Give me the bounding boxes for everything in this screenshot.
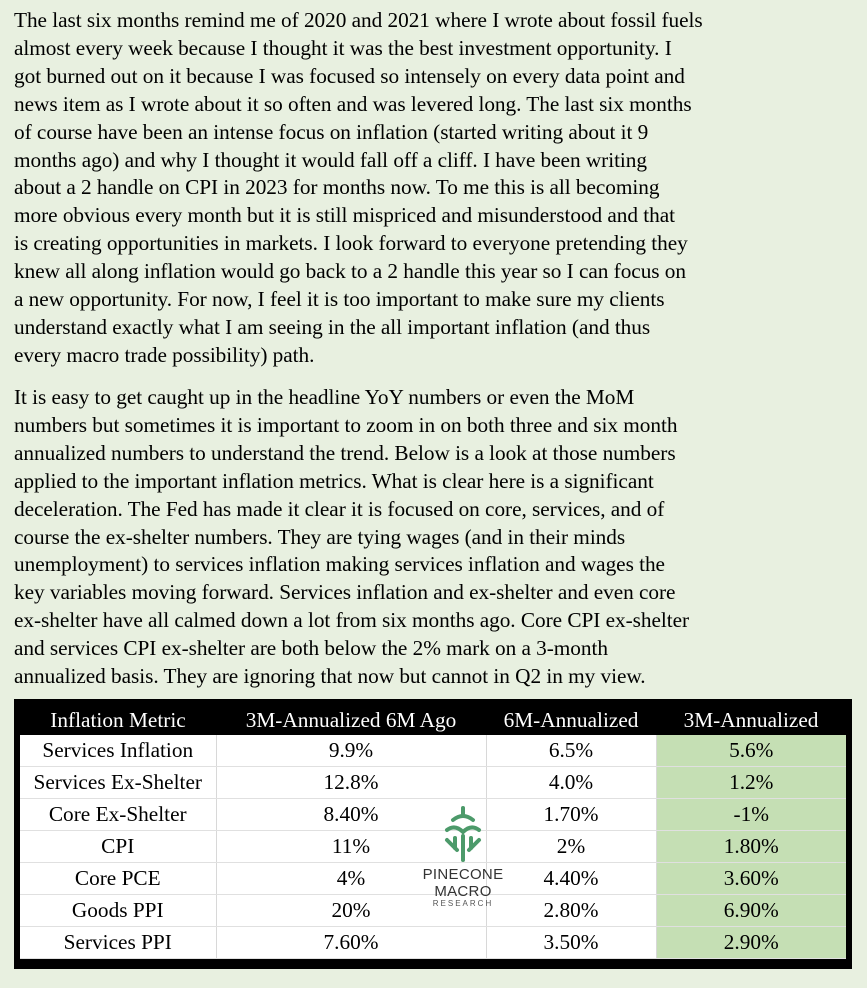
paragraph-line: applied to the important inflation metrics. What is clear here is a significant xyxy=(14,468,654,493)
value-cell: 2.80% xyxy=(486,895,656,927)
header-3m-annualized-6m-ago: 3M-Annualized 6M Ago xyxy=(216,705,486,735)
paragraph-line: of course have been an intense focus on inflation (started writing about it 9 xyxy=(14,119,649,144)
pinecone-logo-icon xyxy=(441,804,485,864)
paragraph-line: understand exactly what I am seeing in the all important inflation (and thus xyxy=(14,314,651,339)
table-row xyxy=(20,927,846,959)
value-cell: 20% xyxy=(216,895,486,927)
paragraph-line: knew all along inflation would go back to a 2 handle this year so I can focus on xyxy=(14,259,687,284)
value-cell: 4% xyxy=(216,863,486,895)
table-row xyxy=(20,767,846,799)
paragraph-line: unemployment) to services inflation making services inflation and wages the xyxy=(14,552,665,577)
paragraph-line: about a 2 handle on CPI in 2023 for months now. To me this is all becoming xyxy=(14,175,660,200)
paragraph-line: deceleration. The Fed has made it clear it is focused on core, services, and of xyxy=(14,496,665,521)
header-inflation-metric: Inflation Metric xyxy=(20,705,216,735)
value-cell: 12.8% xyxy=(216,767,486,799)
paragraph-1 xyxy=(14,7,856,370)
value-cell: 4.40% xyxy=(486,863,656,895)
value-cell: 9.9% xyxy=(216,735,486,767)
value-cell: 2% xyxy=(486,831,656,863)
paragraph-line: every macro trade possibility) path. xyxy=(14,342,315,367)
paragraph-line: The last six months remind me of 2020 and 2021 where I wrote about fossil fuels xyxy=(14,8,703,32)
metric-name-cell: Core Ex-Shelter xyxy=(20,799,216,831)
value-cell: 1.80% xyxy=(656,831,846,863)
paragraph-line: news item as I wrote about it so often and was levered long. The last six months xyxy=(14,91,692,116)
paragraph-line: got burned out on it because I was focused so intensely on every data point and xyxy=(14,63,685,88)
paragraph-line: It is easy to get caught up in the headline YoY numbers or even the MoM xyxy=(14,385,635,409)
pinecone-macro-watermark xyxy=(396,804,530,908)
metric-name-cell: Services PPI xyxy=(20,927,216,959)
value-cell: 8.40% xyxy=(216,799,486,831)
metric-name-cell: Goods PPI xyxy=(20,895,216,927)
paragraph-line: key variables moving forward. Services inflation and ex-shelter and even core xyxy=(14,580,676,605)
paragraph-line: numbers but sometimes it is important to zoom in on both three and six month xyxy=(14,412,678,437)
watermark-name: PINECONE MACRO xyxy=(422,866,504,900)
value-cell: 1.70% xyxy=(486,799,656,831)
paragraph-line: annualized basis. They are ignoring that now but cannot in Q2 in my view. xyxy=(14,664,646,689)
value-cell: 3.60% xyxy=(656,863,846,895)
paragraph-line: course the ex-shelter numbers. They are tying wages (and in their minds xyxy=(14,524,626,549)
paragraph-line: months ago) and why I thought it would fall off a cliff. I have been writing xyxy=(14,147,647,172)
metric-name-cell: CPI xyxy=(20,831,216,863)
paragraph-2 xyxy=(14,384,856,691)
value-cell: 6.5% xyxy=(486,735,656,767)
metric-name-cell: Services Inflation xyxy=(20,735,216,767)
value-cell: 2.90% xyxy=(656,927,846,959)
paragraph-line: and services CPI ex-shelter are both below the 2% mark on a 3-month xyxy=(14,636,608,661)
value-cell: 3.50% xyxy=(486,927,656,959)
table-row xyxy=(20,735,846,767)
value-cell: 11% xyxy=(216,831,486,863)
watermark-subtitle: RESEARCH xyxy=(432,899,494,908)
value-cell: 4.0% xyxy=(486,767,656,799)
header-3m-annualized: 3M-Annualized xyxy=(656,705,846,735)
metric-name-cell: Services Ex-Shelter xyxy=(20,767,216,799)
table-header-row xyxy=(20,705,846,735)
paragraph-line: ex-shelter have all calmed down a lot from six months ago. Core CPI ex-shelter xyxy=(14,608,690,633)
paragraph-line: annualized numbers to understand the trend. Below is a look at those numbers xyxy=(14,440,676,465)
paragraph-line: more obvious every month but it is still mispriced and misunderstood and that xyxy=(14,203,676,228)
value-cell: 6.90% xyxy=(656,895,846,927)
value-cell: 1.2% xyxy=(656,767,846,799)
value-cell: -1% xyxy=(656,799,846,831)
metric-name-cell: Core PCE xyxy=(20,863,216,895)
paragraph-line: almost every week because I thought it was the best investment opportunity. I xyxy=(14,35,672,60)
value-cell: 7.60% xyxy=(216,927,486,959)
value-cell: 5.6% xyxy=(656,735,846,767)
header-6m-annualized: 6M-Annualized xyxy=(486,705,656,735)
paragraph-line: is creating opportunities in markets. I look forward to everyone pretending they xyxy=(14,231,688,256)
paragraph-line: a new opportunity. For now, I feel it is too important to make sure my clients xyxy=(14,287,665,312)
